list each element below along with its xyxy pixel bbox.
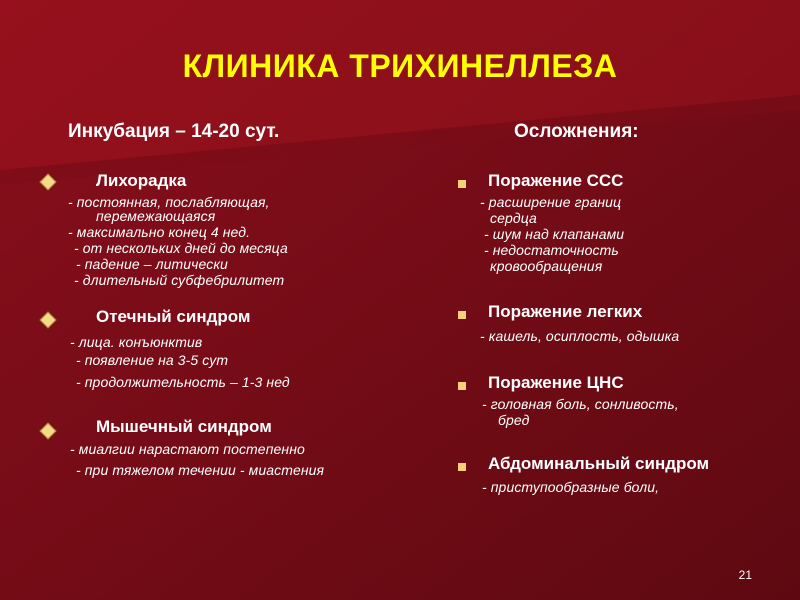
cardio-line: кровообращения [490,258,603,274]
muscle-title: Мышечный синдром [96,417,272,436]
edema-line: - продолжительность – 1-3 нед [76,374,290,390]
fever-line: - максимально конец 4 нед. [68,224,251,240]
cns-line: - головная боль, сонливость, [482,396,679,412]
slide-title: КЛИНИКА ТРИХИНЕЛЛЕЗА [182,48,618,84]
lungs-line: - кашель, осиплость, одышка [480,328,680,344]
fever-line: - длительный субфебрилитет [74,272,285,288]
abdominal-line: - приступообразные боли, [482,479,660,495]
fever-line: - постоянная, послабляющая, [68,194,270,210]
page-number: 21 [738,568,752,582]
muscle-line: - миалгии нарастают постепенно [70,441,305,457]
fever-line: - падение – литически [76,256,228,272]
cardio-line: - шум над клапанами [484,226,625,242]
square-bullet-icon [458,180,466,188]
square-bullet-icon [458,463,466,471]
lungs-title: Поражение легких [488,302,643,321]
cardio-line: - недостаточность [484,242,619,258]
fever-line: перемежающаяся [96,208,216,224]
complications-heading: Осложнения: [514,121,639,142]
cardio-line: сердца [490,210,537,226]
edema-line: - появление на 3-5 сут [76,352,229,368]
edema-line: - лица. конъюнктив [70,334,203,350]
cardio-title: Поражение ССС [488,171,624,190]
fever-title: Лихорадка [96,171,187,190]
cns-title: Поражение ЦНС [488,373,624,392]
cns-line: бред [498,412,530,428]
square-bullet-icon [458,382,466,390]
abdominal-title: Абдоминальный синдром [488,454,710,473]
square-bullet-icon [458,311,466,319]
edema-title: Отечный синдром [96,307,251,326]
incubation-heading: Инкубация – 14-20 сут. [68,121,280,142]
muscle-line: - при тяжелом течении - миастения [76,462,325,478]
cardio-line: - расширение границ [480,194,622,210]
fever-line: - от нескольких дней до месяца [74,240,288,256]
